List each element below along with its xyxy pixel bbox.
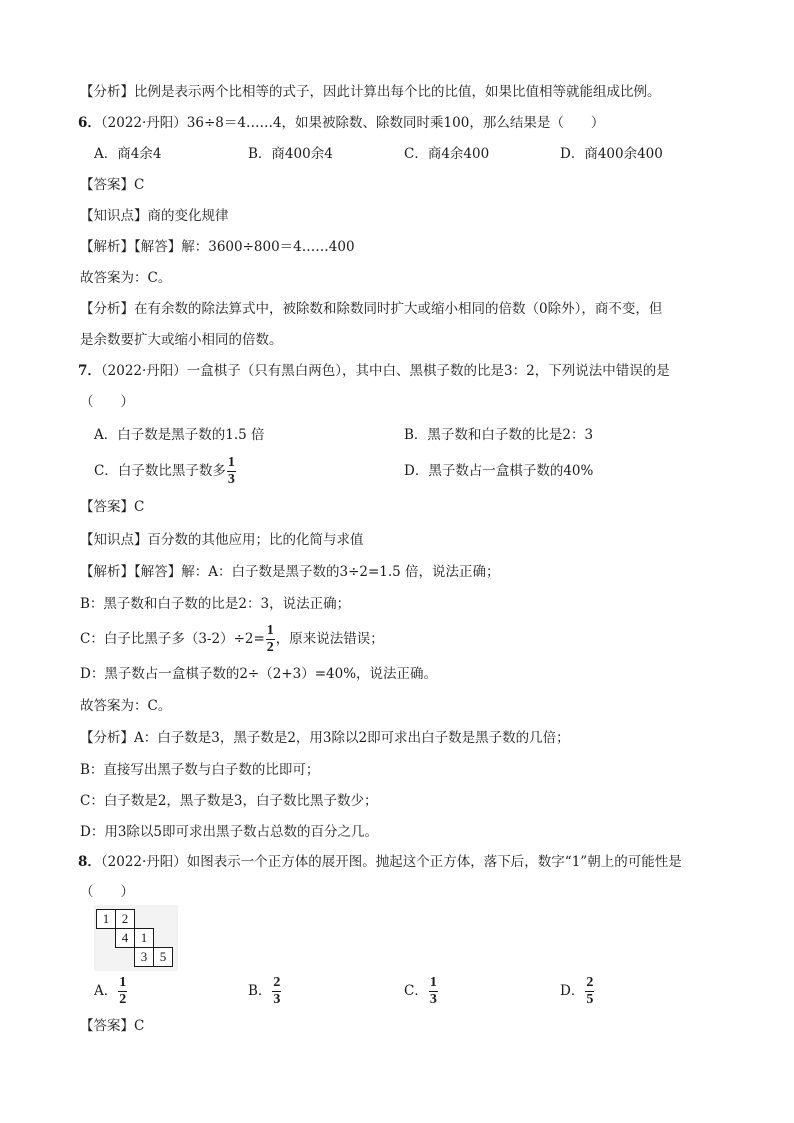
q7-analysis-c: C：白子数是2，黑子数是3，白子数比黑子数少； xyxy=(80,793,378,809)
q7-stem: （2022·丹阳）一盒棋子（只有黑白两色），其中白、黑棋子数的比是3：2，下列说法中错误的是 xyxy=(100,363,670,379)
q7-solution-c-fraction xyxy=(266,624,275,655)
q7-solution-b: B：黑子数和白子数的比是2：3，说法正确； xyxy=(80,596,351,612)
fraction-numerator: 1 xyxy=(119,975,127,990)
net-cell: 5 xyxy=(153,947,173,967)
fraction-denominator: 5 xyxy=(586,992,594,1007)
option-label: D． xyxy=(560,983,585,999)
q7-solution-c-pre: C：白子比黑子多（3-2）÷2= xyxy=(80,631,265,647)
q6-analysis-cont: 是余数要扩大或缩小相同的倍数。 xyxy=(80,332,283,348)
q6-stem: （2022·丹阳）36÷8＝4……4，如果被除数、除数同时乘100，那么结果是（ ） xyxy=(100,115,605,131)
q7-solution-d: D：黑子数占一盒棋子数的2÷（2+3）=40%，说法正确。 xyxy=(80,666,438,682)
fraction-numerator: 2 xyxy=(586,975,594,990)
q6-number: 6． xyxy=(78,115,101,131)
q8-option-d xyxy=(560,974,595,1008)
q7-stem-line xyxy=(78,361,670,381)
fraction-numerator: 2 xyxy=(273,975,281,990)
q8-option-c xyxy=(404,974,439,1008)
q8-number: 8． xyxy=(78,854,101,870)
q7-option-d: D．黑子数占一盒棋子数的40% xyxy=(404,463,594,479)
option-fraction xyxy=(429,976,438,1007)
q7-option-a: A．白子数是黑子数的1.5 倍 xyxy=(94,427,265,443)
q8-stem-paren: （ ） xyxy=(80,884,134,900)
q7-solution-c xyxy=(80,624,384,655)
q6-stem-line xyxy=(78,113,604,133)
q7-solution-c-post: ，原来说法错误； xyxy=(275,631,384,647)
q6-solution-end: 故答案为：C。 xyxy=(80,270,172,286)
fraction-numerator: 1 xyxy=(266,623,274,638)
q7-option-c xyxy=(94,456,237,487)
fraction-denominator: 2 xyxy=(119,992,127,1007)
q6-option-c: C．商4余400 xyxy=(404,146,490,162)
fraction-denominator: 2 xyxy=(266,640,274,655)
option-label: A． xyxy=(94,983,118,999)
q7-number: 7． xyxy=(78,363,101,379)
q7-analysis-a: 【分析】A：白子数是3，黑子数是2，用3除以2即可求出白子数是黑子数的几倍； xyxy=(80,730,570,746)
q6-option-d: D．商400余400 xyxy=(560,146,663,162)
net-cell: 1 xyxy=(134,928,154,948)
fraction-denominator: 3 xyxy=(429,992,437,1007)
option-label: B． xyxy=(248,983,272,999)
q7-knowledge: 【知识点】百分数的其他应用；比的化简与求值 xyxy=(80,532,364,548)
prev-analysis: 【分析】比例是表示两个比相等的式子，因此计算出每个比的比值，如果比值相等就能组成比例。 xyxy=(80,84,661,100)
q7-stem-paren: （ ） xyxy=(80,394,134,410)
option-fraction xyxy=(118,976,127,1007)
fraction-numerator: 1 xyxy=(429,975,437,990)
q6-answer: 【答案】C xyxy=(80,177,145,193)
net-cell: 1 xyxy=(96,909,116,929)
option-fraction xyxy=(585,976,594,1007)
q7-answer: 【答案】C xyxy=(80,499,145,515)
fraction-denominator: 3 xyxy=(227,472,235,487)
q7-option-c-text: C．白子数比黑子数多 xyxy=(94,463,226,479)
q7-option-b: B．黑子数和白子数的比是2：3 xyxy=(404,427,594,443)
q6-solution: 【解析】【解答】解：3600÷800＝4……400 xyxy=(80,239,355,255)
fraction-numerator: 1 xyxy=(227,455,235,470)
q7-option-c-fraction xyxy=(227,456,236,487)
q8-stem: （2022·丹阳）如图表示一个正方体的展开图。抛起这个正方体，落下后，数字“1”朝上的可能性是 xyxy=(100,854,682,870)
q7-analysis-d: D：用3除以5即可求出黑子数占总数的百分之几。 xyxy=(80,824,379,840)
q8-option-a xyxy=(94,974,128,1008)
q8-answer: 【答案】C xyxy=(80,1018,145,1034)
fraction-denominator: 3 xyxy=(273,992,281,1007)
option-fraction xyxy=(272,976,281,1007)
cube-net-figure xyxy=(94,905,178,971)
net-cell: 2 xyxy=(115,909,135,929)
net-cell: 3 xyxy=(134,947,154,967)
q6-knowledge: 【知识点】商的变化规律 xyxy=(80,208,229,224)
q8-stem-line xyxy=(78,852,682,872)
option-label: C． xyxy=(404,983,428,999)
q7-solution-end: 故答案为：C。 xyxy=(80,698,172,714)
net-cell: 4 xyxy=(115,928,135,948)
q7-analysis-b: B：直接写出黑子数与白子数的比即可； xyxy=(80,762,320,778)
q6-option-a: A．商4余4 xyxy=(94,146,162,162)
q6-analysis: 【分析】在有余数的除法算式中，被除数和除数同时扩大或缩小相同的倍数（0除外），商不变，但 xyxy=(80,301,663,317)
q6-option-b: B．商400余4 xyxy=(248,146,333,162)
q7-solution-a: 【解析】【解答】解：A：白子数是黑子数的3÷2=1.5 倍，说法正确； xyxy=(80,564,500,580)
q8-option-b xyxy=(248,974,282,1008)
